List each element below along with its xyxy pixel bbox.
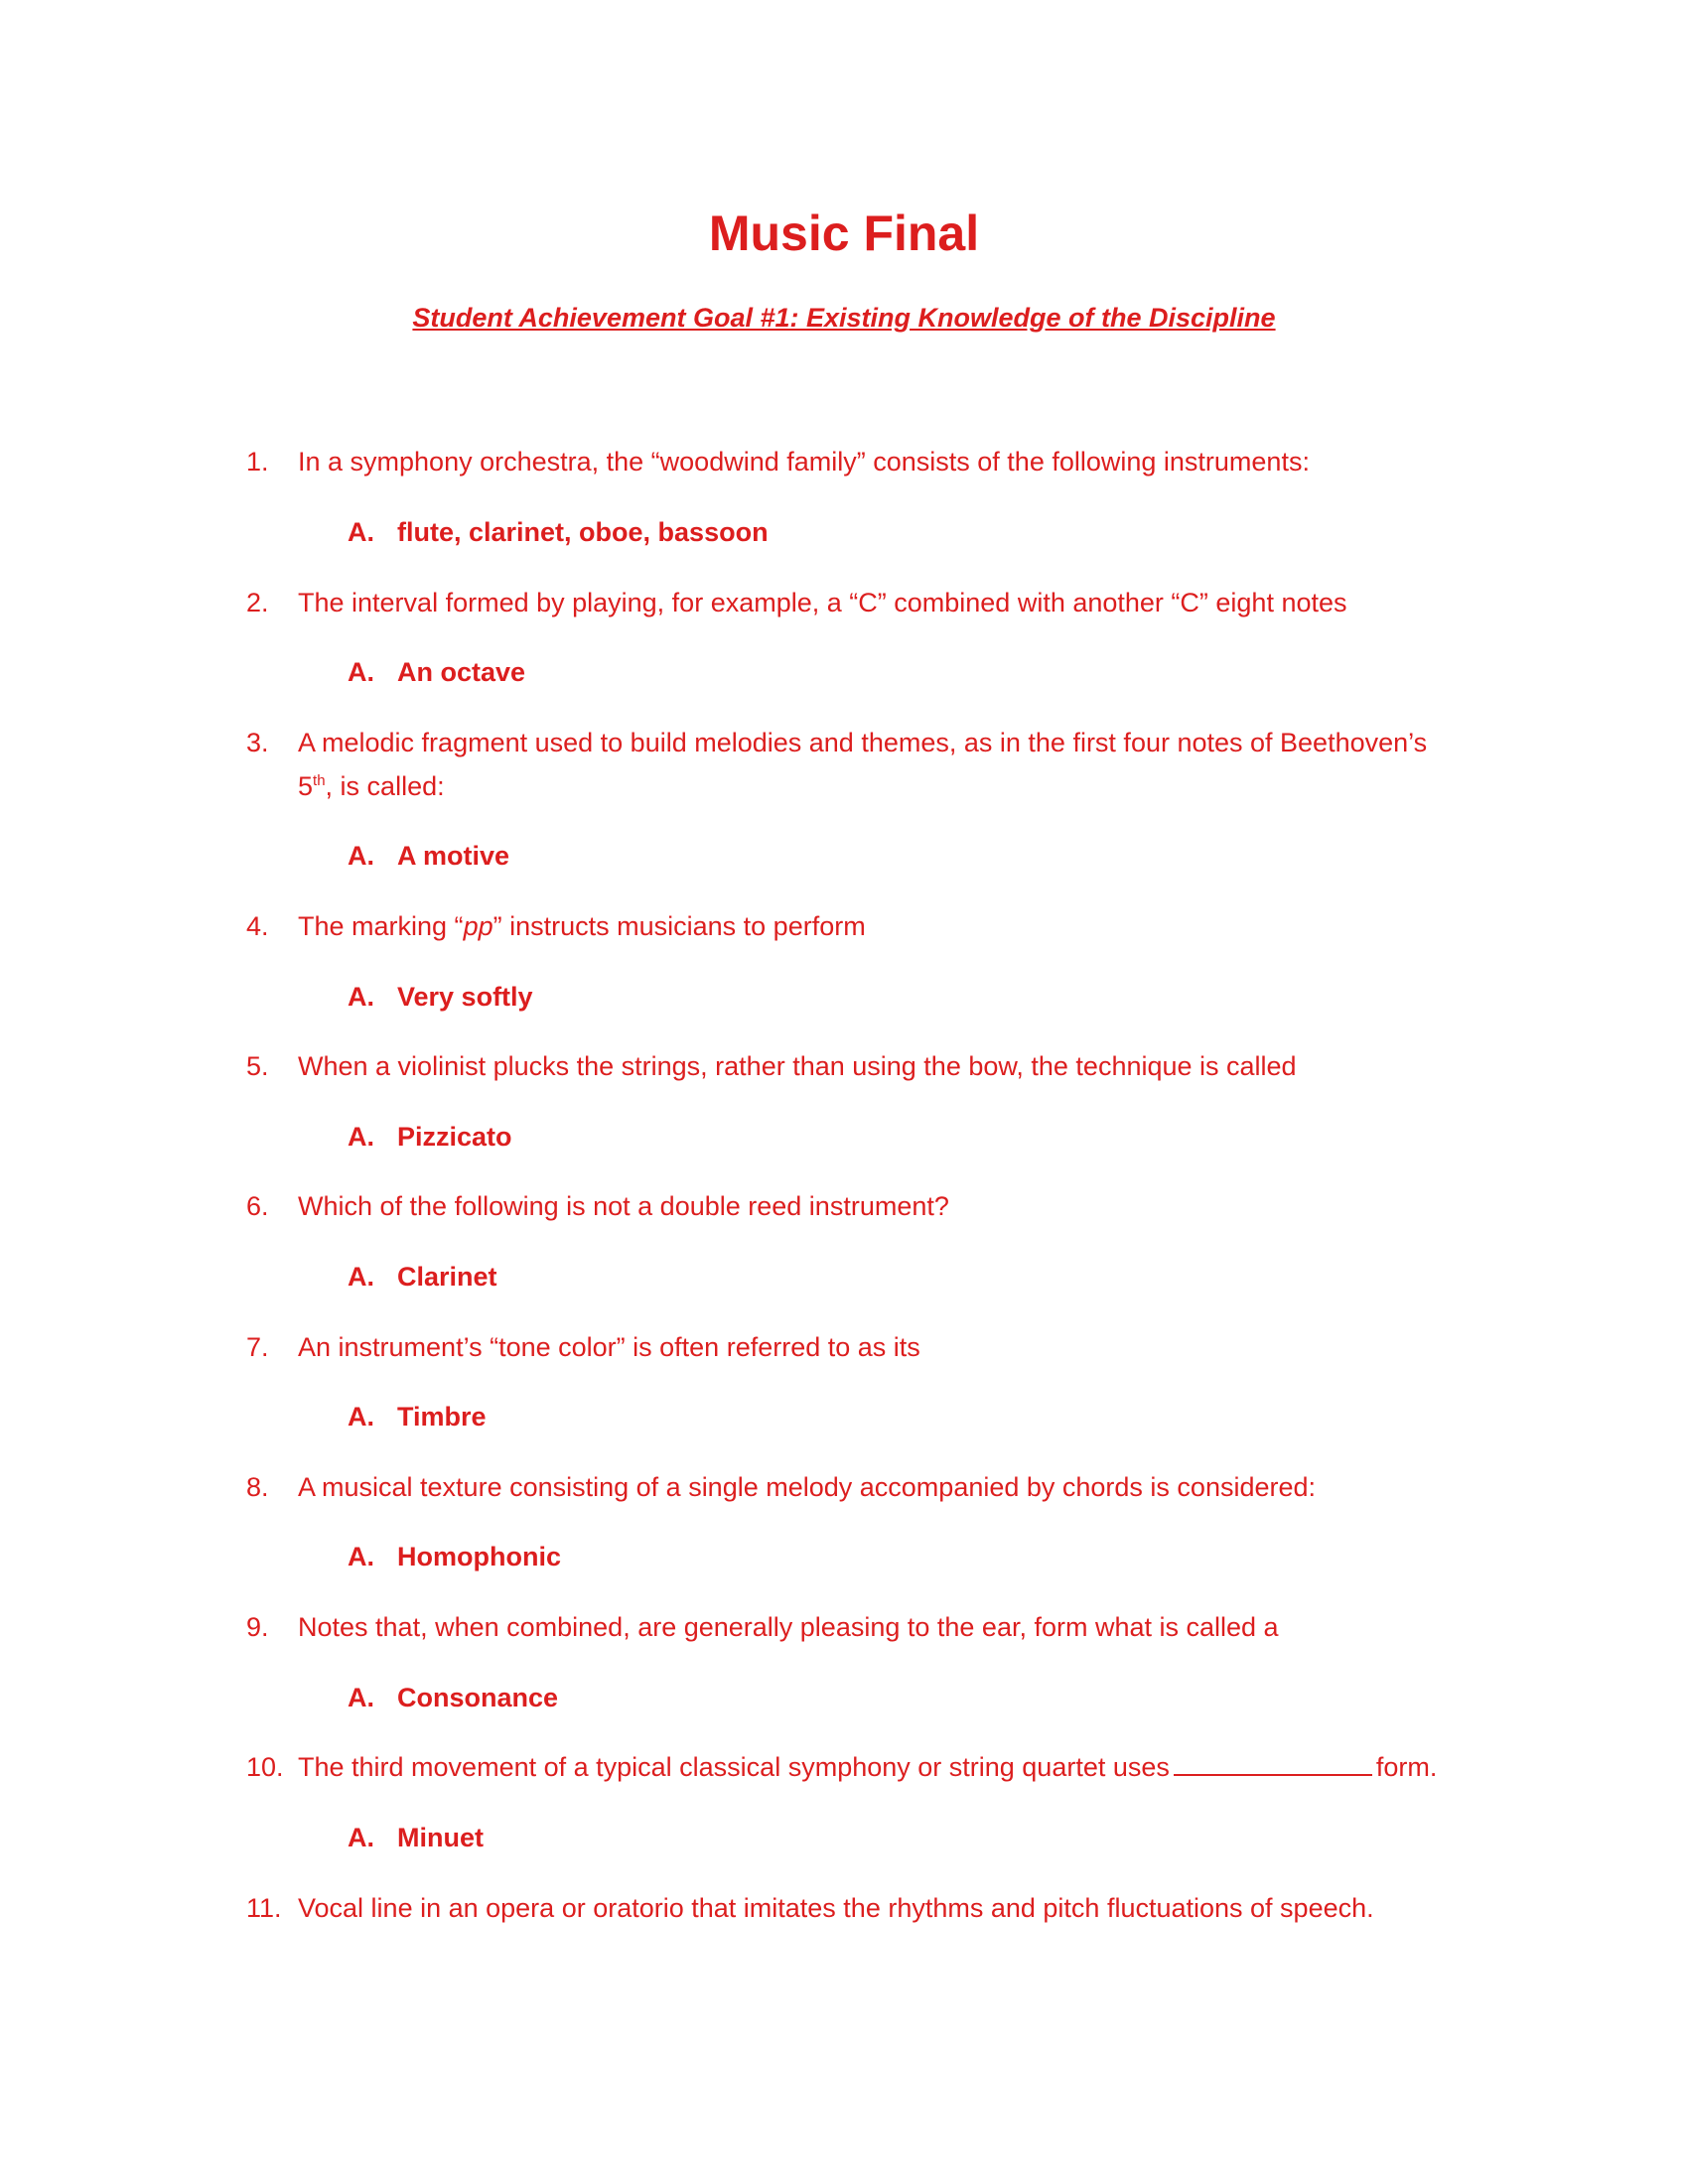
question-3: [246, 721, 1497, 808]
question-number: 9.: [246, 1612, 269, 1642]
answer-text: Pizzicato: [397, 1122, 512, 1152]
answer-text: Timbre: [397, 1402, 487, 1432]
question-8: [246, 1465, 1497, 1509]
question-text: [298, 1745, 1497, 1789]
question-4: [246, 904, 1497, 948]
answer-letter: A.: [348, 517, 374, 547]
answer-text: Clarinet: [397, 1262, 497, 1292]
fill-in-blank: [1174, 1748, 1372, 1776]
question-text-before: The marking “: [298, 911, 464, 941]
answer-8: [348, 1535, 1489, 1578]
answer-4: [348, 975, 1489, 1019]
answer-text: Consonance: [397, 1683, 559, 1712]
question-text: Which of the following is not a double reed instrument?: [298, 1191, 949, 1221]
question-text: The interval formed by playing, for example, a “C” combined with another “C” eight notes: [298, 588, 1347, 617]
answer-text: Very softly: [397, 982, 533, 1012]
answer-10: [348, 1816, 1489, 1859]
answer-letter: A.: [348, 1262, 374, 1292]
question-number: 7.: [246, 1332, 269, 1362]
answer-5: [348, 1115, 1489, 1159]
question-number: 5.: [246, 1051, 269, 1081]
question-number: 2.: [246, 588, 269, 617]
question-1: [246, 440, 1497, 483]
question-11: [246, 1886, 1497, 1930]
question-9: [246, 1605, 1497, 1649]
question-text: A musical texture consisting of a single melody accompanied by chords is considered:: [298, 1472, 1317, 1502]
ordinal-suffix: th: [313, 772, 326, 789]
answer-text: flute, clarinet, oboe, bassoon: [397, 517, 769, 547]
answer-text: Homophonic: [397, 1542, 561, 1571]
question-text-line2: , is called:: [325, 771, 445, 801]
question-number: 8.: [246, 1472, 269, 1502]
answer-9: [348, 1676, 1489, 1719]
question-text-before: The third movement of a typical classical symphony or string quartet uses: [298, 1752, 1170, 1782]
question-5: [246, 1044, 1497, 1088]
answer-letter: A.: [348, 1823, 374, 1852]
question-6: [246, 1184, 1497, 1228]
question-number: 6.: [246, 1191, 269, 1221]
answer-7: [348, 1395, 1489, 1438]
answer-text: Minuet: [397, 1823, 484, 1852]
answer-letter: A.: [348, 657, 374, 687]
dynamic-marking: pp: [463, 911, 493, 941]
question-text-after: form.: [1375, 1752, 1438, 1782]
question-text: [298, 904, 1497, 948]
question-text: [298, 721, 1497, 808]
answer-letter: A.: [348, 1402, 374, 1432]
question-number: 1.: [246, 447, 269, 477]
question-text: Vocal line in an opera or oratorio that imitates the rhythms and pitch fluctuations of speech.: [298, 1893, 1374, 1923]
answer-text: An octave: [397, 657, 526, 687]
answer-letter: A.: [348, 1542, 374, 1571]
question-text: Notes that, when combined, are generally pleasing to the ear, form what is called a: [298, 1612, 1279, 1642]
ordinal-number: 5: [298, 771, 314, 801]
answer-6: [348, 1255, 1489, 1298]
answer-letter: A.: [348, 1122, 374, 1152]
question-text-line1: A melodic fragment used to build melodies and themes, as in the first four notes of Beethoven’s: [298, 728, 1428, 757]
question-text-after: ” instructs musicians to perform: [492, 911, 866, 941]
page-subtitle: Student Achievement Goal #1: Existing Knowledge of the Discipline: [412, 303, 1276, 333]
answer-letter: A.: [348, 982, 374, 1012]
question-text: When a violinist plucks the strings, rather than using the bow, the technique is called: [298, 1051, 1297, 1081]
question-number: 10.: [246, 1752, 284, 1782]
answer-letter: A.: [348, 841, 374, 871]
question-number: 3.: [246, 728, 269, 757]
question-text: An instrument’s “tone color” is often referred to as its: [298, 1332, 920, 1362]
page-title: Music Final: [708, 205, 980, 261]
question-text: In a symphony orchestra, the “woodwind family” consists of the following instruments:: [298, 447, 1310, 477]
answer-1: [348, 510, 1489, 554]
question-number: 4.: [246, 911, 269, 941]
question-10: [246, 1745, 1497, 1789]
answer-text: A motive: [397, 841, 510, 871]
question-7: [246, 1325, 1497, 1369]
question-number: 11.: [246, 1893, 282, 1923]
answer-3: [348, 834, 1489, 878]
question-2: [246, 581, 1497, 624]
answer-2: [348, 650, 1489, 694]
answer-letter: A.: [348, 1683, 374, 1712]
